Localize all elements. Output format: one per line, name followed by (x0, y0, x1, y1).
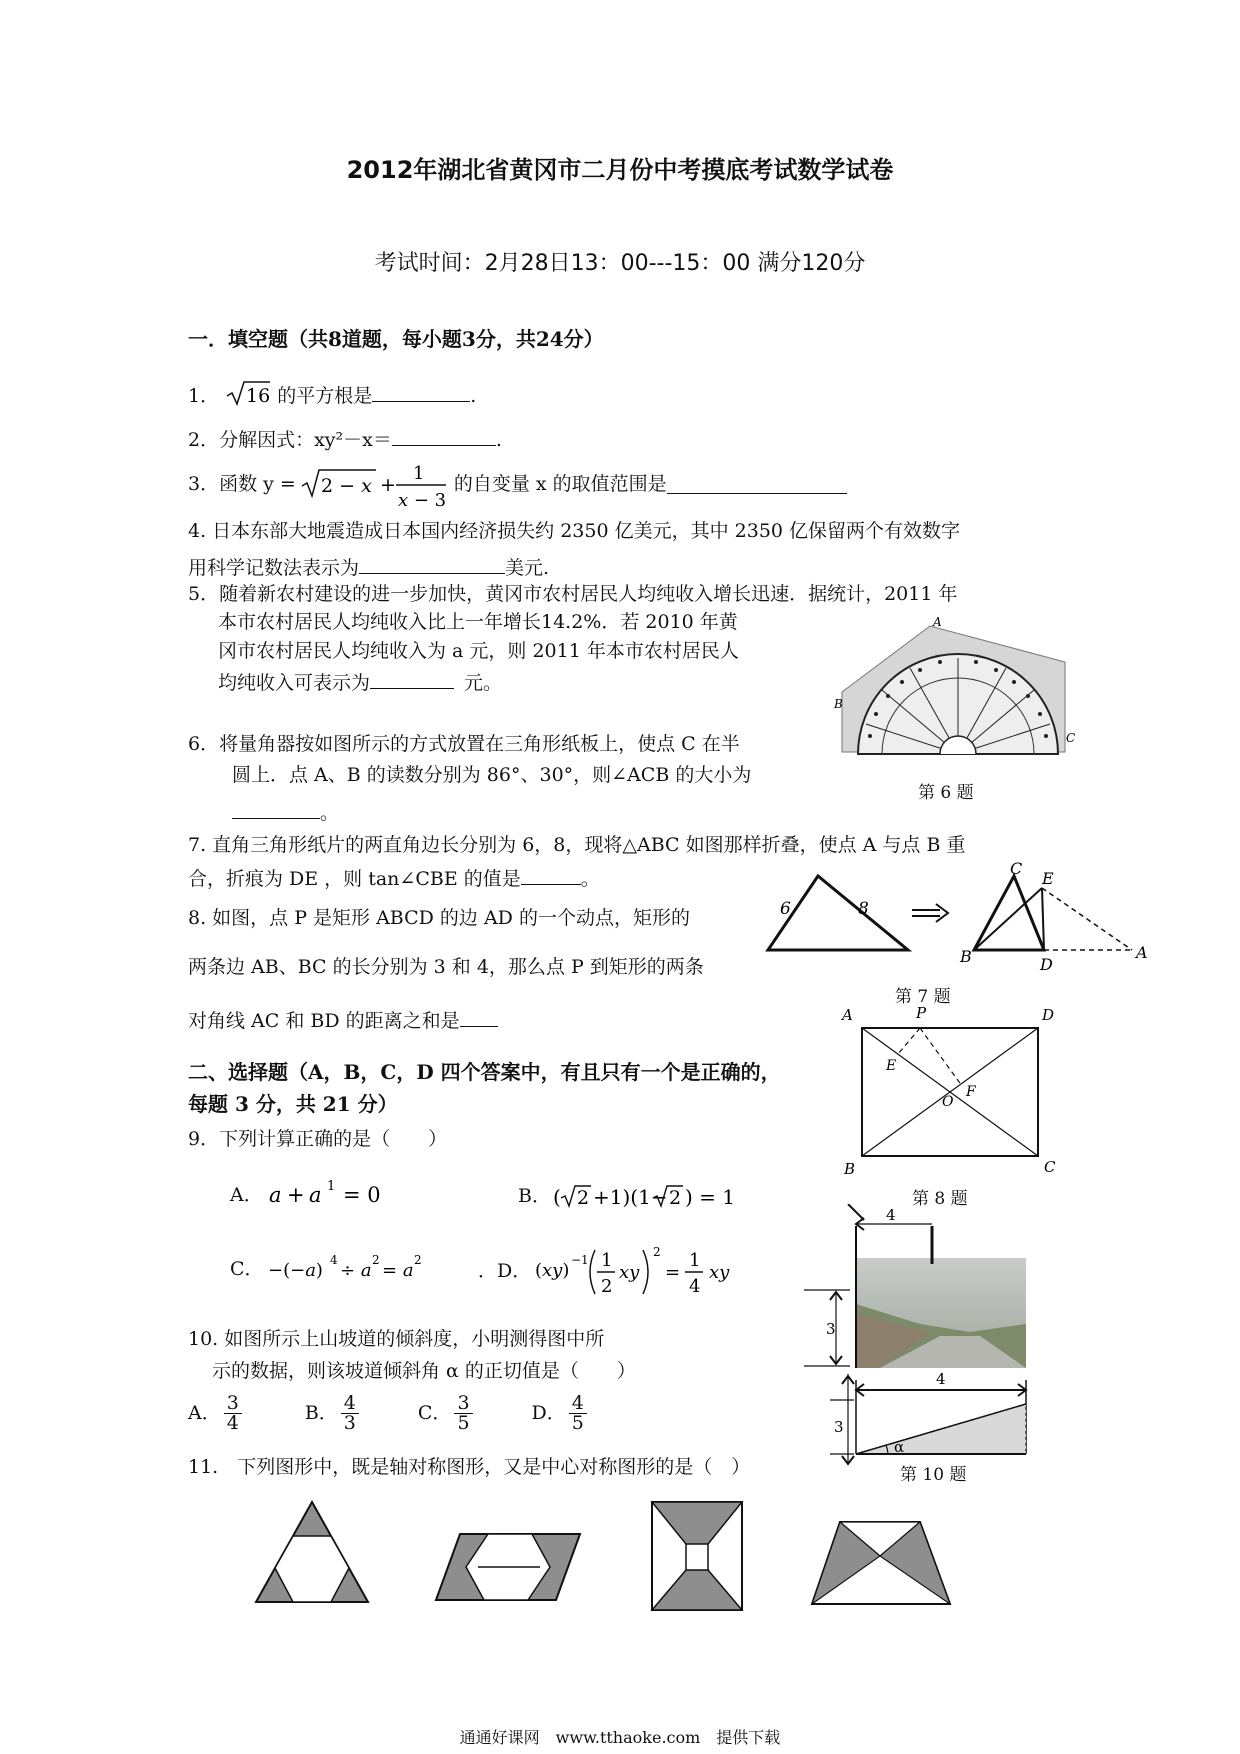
option-label-b: B． (304, 1402, 338, 1424)
answer-blank (460, 1008, 498, 1027)
question-1 (188, 380, 476, 408)
svg-text:−(−a): −(−a) (267, 1260, 323, 1281)
question-text: 分解因式：xy²－x＝ (219, 429, 392, 451)
svg-text:4: 4 (329, 1253, 338, 1267)
section2-heading-line2: 每题 3 分，共 21 分） (188, 1092, 398, 1116)
option-9b (518, 1178, 751, 1214)
svg-text:4: 4 (689, 1276, 701, 1297)
option-label: A． (230, 1183, 263, 1206)
svg-text:+: + (286, 1183, 305, 1207)
svg-text:D: D (1042, 1006, 1055, 1024)
question-4-line1: 4. 日本东部大地震造成日本国内经济损失约 2350 亿美元，其中 2350 亿保留两个有效数字 (188, 520, 961, 542)
page-title: 2012年湖北省黄冈市二月份中考摸底考试数学试卷 (346, 156, 894, 184)
question-5-line3: 冈市农村居民人均纯收入为 a 元，则 2011 年本市农村居民人 (218, 640, 739, 662)
svg-text:B: B (960, 947, 972, 966)
svg-text:2: 2 (576, 1187, 590, 1209)
question-number: 1． (188, 385, 220, 407)
question-7-line1: 7. 直角三角形纸片的两直角边长分别为 6，8，现将△ABC 如图那样折叠，使点 A 与点 B 重 (188, 834, 966, 856)
shape-a-triangle (256, 1502, 368, 1602)
question-8-line3 (188, 1008, 498, 1031)
question-3 (188, 456, 847, 512)
svg-text:1: 1 (689, 1250, 701, 1271)
svg-text:A: A (933, 615, 942, 629)
svg-text:4: 4 (886, 1206, 896, 1224)
figure-6-protractor (830, 612, 1080, 762)
arrow-right-icon (912, 904, 948, 922)
answer-blank (232, 800, 320, 819)
svg-text:2: 2 (371, 1253, 380, 1267)
svg-text:2 − x: 2 − x (320, 475, 372, 497)
svg-text:x − 3: x − 3 (397, 490, 446, 511)
svg-text:) = 1: ) = 1 (684, 1185, 735, 1209)
question-9: 9．下列计算正确的是（ ） (188, 1128, 448, 1150)
answer-blank (372, 383, 470, 402)
figure-7-triangle-fold (760, 862, 1160, 982)
question-text: 美元. (505, 557, 550, 579)
option-9d (478, 1236, 791, 1306)
svg-text:D: D (1040, 955, 1053, 974)
svg-text:B: B (834, 697, 843, 711)
question-2 (188, 427, 502, 450)
question-5-line1: 5．随着新农村建设的进一步加快，黄冈市农村居民人均纯收入增长迅速．据统计，2011 年 (188, 583, 958, 605)
svg-text:16: 16 (246, 385, 271, 407)
slope-photo (856, 1258, 1026, 1368)
svg-text:O: O (942, 1094, 954, 1110)
question-text: 。 (320, 802, 340, 824)
svg-text:2: 2 (653, 1245, 661, 1259)
svg-text:α: α (894, 1438, 905, 1456)
option-label: C． (230, 1257, 264, 1280)
option-9a (230, 1178, 413, 1212)
fraction-4-3: $\frac{4}{3}$ (341, 1394, 359, 1433)
svg-text:xy: xy (619, 1262, 640, 1283)
answer-blank (667, 475, 847, 494)
svg-text:E: E (1042, 869, 1054, 888)
svg-text:C: C (1066, 731, 1076, 745)
question-6-line1: 6．将量角器按如图所示的方式放置在三角形纸板上，使点 C 在半 (188, 733, 740, 755)
question-number: 3． (188, 472, 220, 495)
svg-text:+1)(1−: +1)(1− (592, 1185, 668, 1209)
svg-text:(: ( (552, 1185, 561, 1209)
svg-text:C: C (1044, 1158, 1056, 1176)
option-label: ．D． (478, 1259, 532, 1282)
answer-blank (521, 866, 581, 885)
shape-b-parallelogram (436, 1534, 580, 1600)
question-text: 对角线 AC 和 BD 的距离之和是 (188, 1010, 460, 1032)
question-11: 11. 下列图形中，既是轴对称图形，又是中心对称图形的是（ ） (188, 1456, 751, 1478)
svg-text:xy: xy (709, 1262, 730, 1283)
svg-text:(xy): (xy) (535, 1260, 570, 1281)
option-label-a: A． (188, 1402, 221, 1424)
question-6-line3 (232, 800, 339, 823)
shape-c-square (652, 1502, 742, 1610)
svg-text:E: E (886, 1058, 897, 1074)
question-11-shapes (250, 1500, 990, 1620)
option-9c-math (264, 1252, 444, 1286)
svg-text:4: 4 (936, 1370, 946, 1388)
question-8-line2: 两条边 AB、BC 的长分别为 3 和 4，那么点 P 到矩形的两条 (188, 956, 704, 978)
svg-text:3: 3 (834, 1418, 844, 1436)
svg-text:3: 3 (826, 1320, 836, 1338)
option-label: B． (518, 1184, 551, 1207)
question-text: 的平方根是 (277, 385, 373, 407)
question-6-line2: 圆上．点 A、B 的读数分别为 86°、30°，则∠ACB 的大小为 (232, 764, 752, 786)
option-9d-math (531, 1236, 791, 1306)
question-text: 均纯收入可表示为 (218, 672, 371, 694)
svg-text:−1: −1 (571, 1253, 589, 1267)
svg-text:1: 1 (326, 1179, 336, 1194)
svg-text:A: A (842, 1006, 853, 1024)
svg-text:F: F (966, 1084, 976, 1100)
question-5-line4 (218, 670, 502, 693)
section2-heading-line1: 二、选择题（A，B，C，D 四个答案中，有且只有一个是正确的， (188, 1060, 781, 1084)
answer-blank (359, 555, 505, 574)
question-10-line1: 10. 如图所示上山坡道的倾斜度，小明测得图中所 (188, 1328, 605, 1350)
svg-text:+: + (379, 474, 396, 496)
figure-10-caption: 第 10 题 (900, 1465, 967, 1485)
svg-text:a: a (268, 1183, 282, 1207)
function-formula-math (300, 456, 450, 512)
question-7-line2 (188, 866, 600, 889)
svg-text:C: C (1010, 862, 1023, 878)
svg-text:A: A (1136, 943, 1148, 962)
shape-d-trapezoid (812, 1522, 950, 1604)
answer-blank (370, 670, 454, 689)
svg-text:= a: = a (381, 1260, 414, 1281)
question-5-line2: 本市农村居民人均纯收入比上一年增长14.2%．若 2010 年黄 (218, 611, 738, 633)
svg-text:P: P (916, 1004, 927, 1022)
sqrt16-math (225, 380, 271, 408)
figure-8-caption: 第 8 题 (912, 1189, 968, 1209)
fraction-3-5: $\frac{3}{5}$ (454, 1394, 472, 1433)
option-label-c: C． (417, 1402, 452, 1424)
option-label-d: D． (531, 1402, 566, 1424)
figure-10-slope (800, 1204, 1040, 1482)
question-text: 用科学记数法表示为 (188, 557, 360, 579)
svg-text:=: = (665, 1262, 681, 1283)
svg-text:÷ a: ÷ a (339, 1260, 372, 1281)
svg-text:2: 2 (413, 1253, 422, 1267)
svg-text:1: 1 (412, 463, 425, 484)
question-text: 的自变量 x 的取值范围是 (453, 472, 667, 495)
svg-text:B: B (844, 1160, 856, 1178)
figure-8-rectangle (840, 1000, 1080, 1180)
svg-text:1: 1 (601, 1250, 613, 1271)
question-end: . (470, 385, 477, 407)
question-10-line2: 示的数据，则该坡道倾斜角 α 的正切值是（ ） (212, 1360, 636, 1382)
footer-credit: 通通好课网 www.tthaoke.com 提供下载 (459, 1728, 781, 1747)
svg-text:2: 2 (601, 1276, 613, 1297)
question-end: . (495, 429, 502, 451)
svg-text:8: 8 (858, 899, 869, 919)
fraction-4-5: $\frac{4}{5}$ (569, 1394, 587, 1433)
figure-7-caption: 第 7 题 (895, 987, 951, 1007)
option-9a-math (263, 1178, 413, 1212)
question-text: 元。 (464, 672, 503, 694)
question-text: 。 (580, 868, 600, 890)
question-text-pre: 函数 y = (219, 472, 296, 495)
option-9c (230, 1252, 444, 1286)
question-4-line2 (188, 555, 549, 578)
svg-text:a: a (308, 1183, 322, 1207)
fraction-3-4: $\frac{3}{4}$ (224, 1394, 242, 1433)
svg-text:2: 2 (668, 1187, 682, 1209)
question-10-options (188, 1394, 590, 1433)
option-9b-math (551, 1178, 751, 1214)
answer-blank (392, 427, 496, 446)
exam-info: 考试时间：2月28日13：00---15：00 满分120分 (374, 251, 866, 276)
question-text: 合，折痕为 DE ，则 tan∠CBE 的值是 (188, 868, 521, 890)
svg-text:6: 6 (780, 899, 791, 919)
figure-6-caption: 第 6 题 (918, 783, 974, 803)
question-number: 2． (188, 429, 220, 451)
question-8-line1: 8. 如图，点 P 是矩形 ABCD 的边 AD 的一个动点，矩形的 (188, 907, 690, 929)
section1-heading: 一．填空题（共8道题，每小题3分，共24分） (188, 327, 604, 351)
svg-text:= 0: = 0 (342, 1183, 381, 1207)
